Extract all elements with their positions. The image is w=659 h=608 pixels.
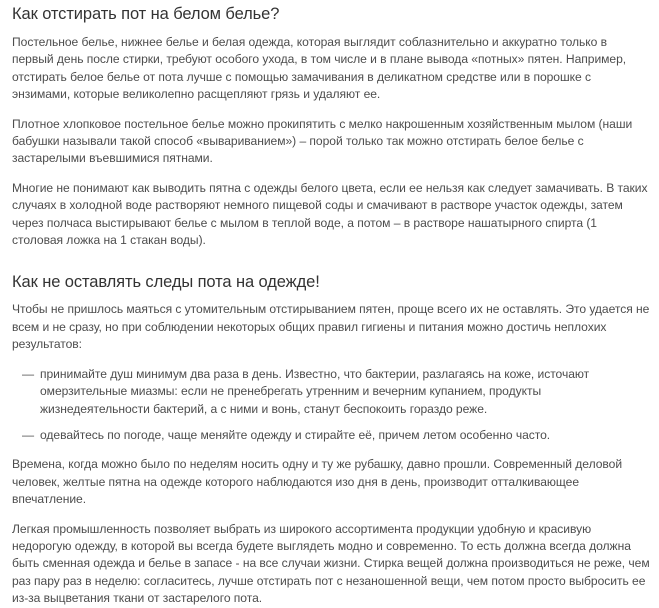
tips-list [12, 366, 651, 445]
intro-paragraph: Чтобы не пришлось маяться с утомительным отстирыванием пятен, проще всего их не оставлять. Это удается не всем и не сразу, но при соблюдении некоторых общих правил гигиены и питания можно достичь неплохих результатов: [12, 302, 650, 352]
paragraph: Плотное хлопковое постельное белье можно прокипятить с мелко накрошенным хозяйственным мылом (наши бабушки называли такой способ «вывариванием») – порой только так можно отстирать белое белье с застарелыми въевшимися пятнами. [12, 116, 633, 166]
section-heading: Как отстирать пот на белом белье? [12, 5, 280, 23]
section-heading: Как не оставлять следы пота на одежде! [12, 273, 320, 292]
paragraph: Постельное белье, нижнее белье и белая одежда, которая выглядит соблазнительно и аккуратно только в первый день после стирки, требуют особого ухода, в том числе и в плане вывода «потных» пятен. Например, отстирать белое белье от пота лучше с помощью замачивания в деликатном средстве или в порошке с энзимами, которые великолепно расщепляют грязь и удаляют ее. [12, 35, 627, 102]
paragraph: Многие не понимают как выводить пятна с одежды белого цвета, если ее нельзя как следует замачивать. В таких случаях в холодной воде растворяют немного пищевой соды и смачивают в растворе участок одежды, затем через полчаса выстирывают белье с мылом в теплой воде, а потом – в растворе нашатырного спирта (1 столовая ложка на 1 стакан воды). [12, 180, 648, 248]
list-item-text: принимайте душ минимум два раза в день. Известно, что бактерии, разлагаясь на коже, источают омерзительные миазмы: если не пренебрегать утренним и вечерним купанием, продукты жизнедеятельности бактерий, а с ними и вонь, станут беспокоить гораздо реже. [40, 366, 590, 416]
list-item [12, 427, 651, 444]
list-item-text: одевайтесь по погоде, чаще меняйте одежду и стирайте её, причем летом особенно часто. [40, 427, 551, 442]
dash-marker: — [22, 366, 35, 381]
paragraph: Легкая промышленность позволяет выбрать из широкого ассортимента продукции удобную и красивую недорогую одежду, в которой вы всегда будете выглядеть модно и современно. То есть должна всегда должна быть сменная одежда и белье в запасе - на все случаи жизни. Стирка вещей должна производиться не реже, чем раз пару раз в неделю: согласитесь, лучше отстирать пот с незаношенной вещи, чем потом просто выбросить ее из-за выцветания ткани от застарелого пота. [12, 521, 650, 606]
paragraph: Времена, когда можно было по неделям носить одну и ту же рубашку, давно прошли. Современный деловой человек, желтые пятна на одежде которого наблюдаются изо дня в день, производит отталкивающее впечатление. [12, 457, 623, 507]
list-item [12, 366, 651, 418]
dash-marker: — [22, 427, 35, 442]
